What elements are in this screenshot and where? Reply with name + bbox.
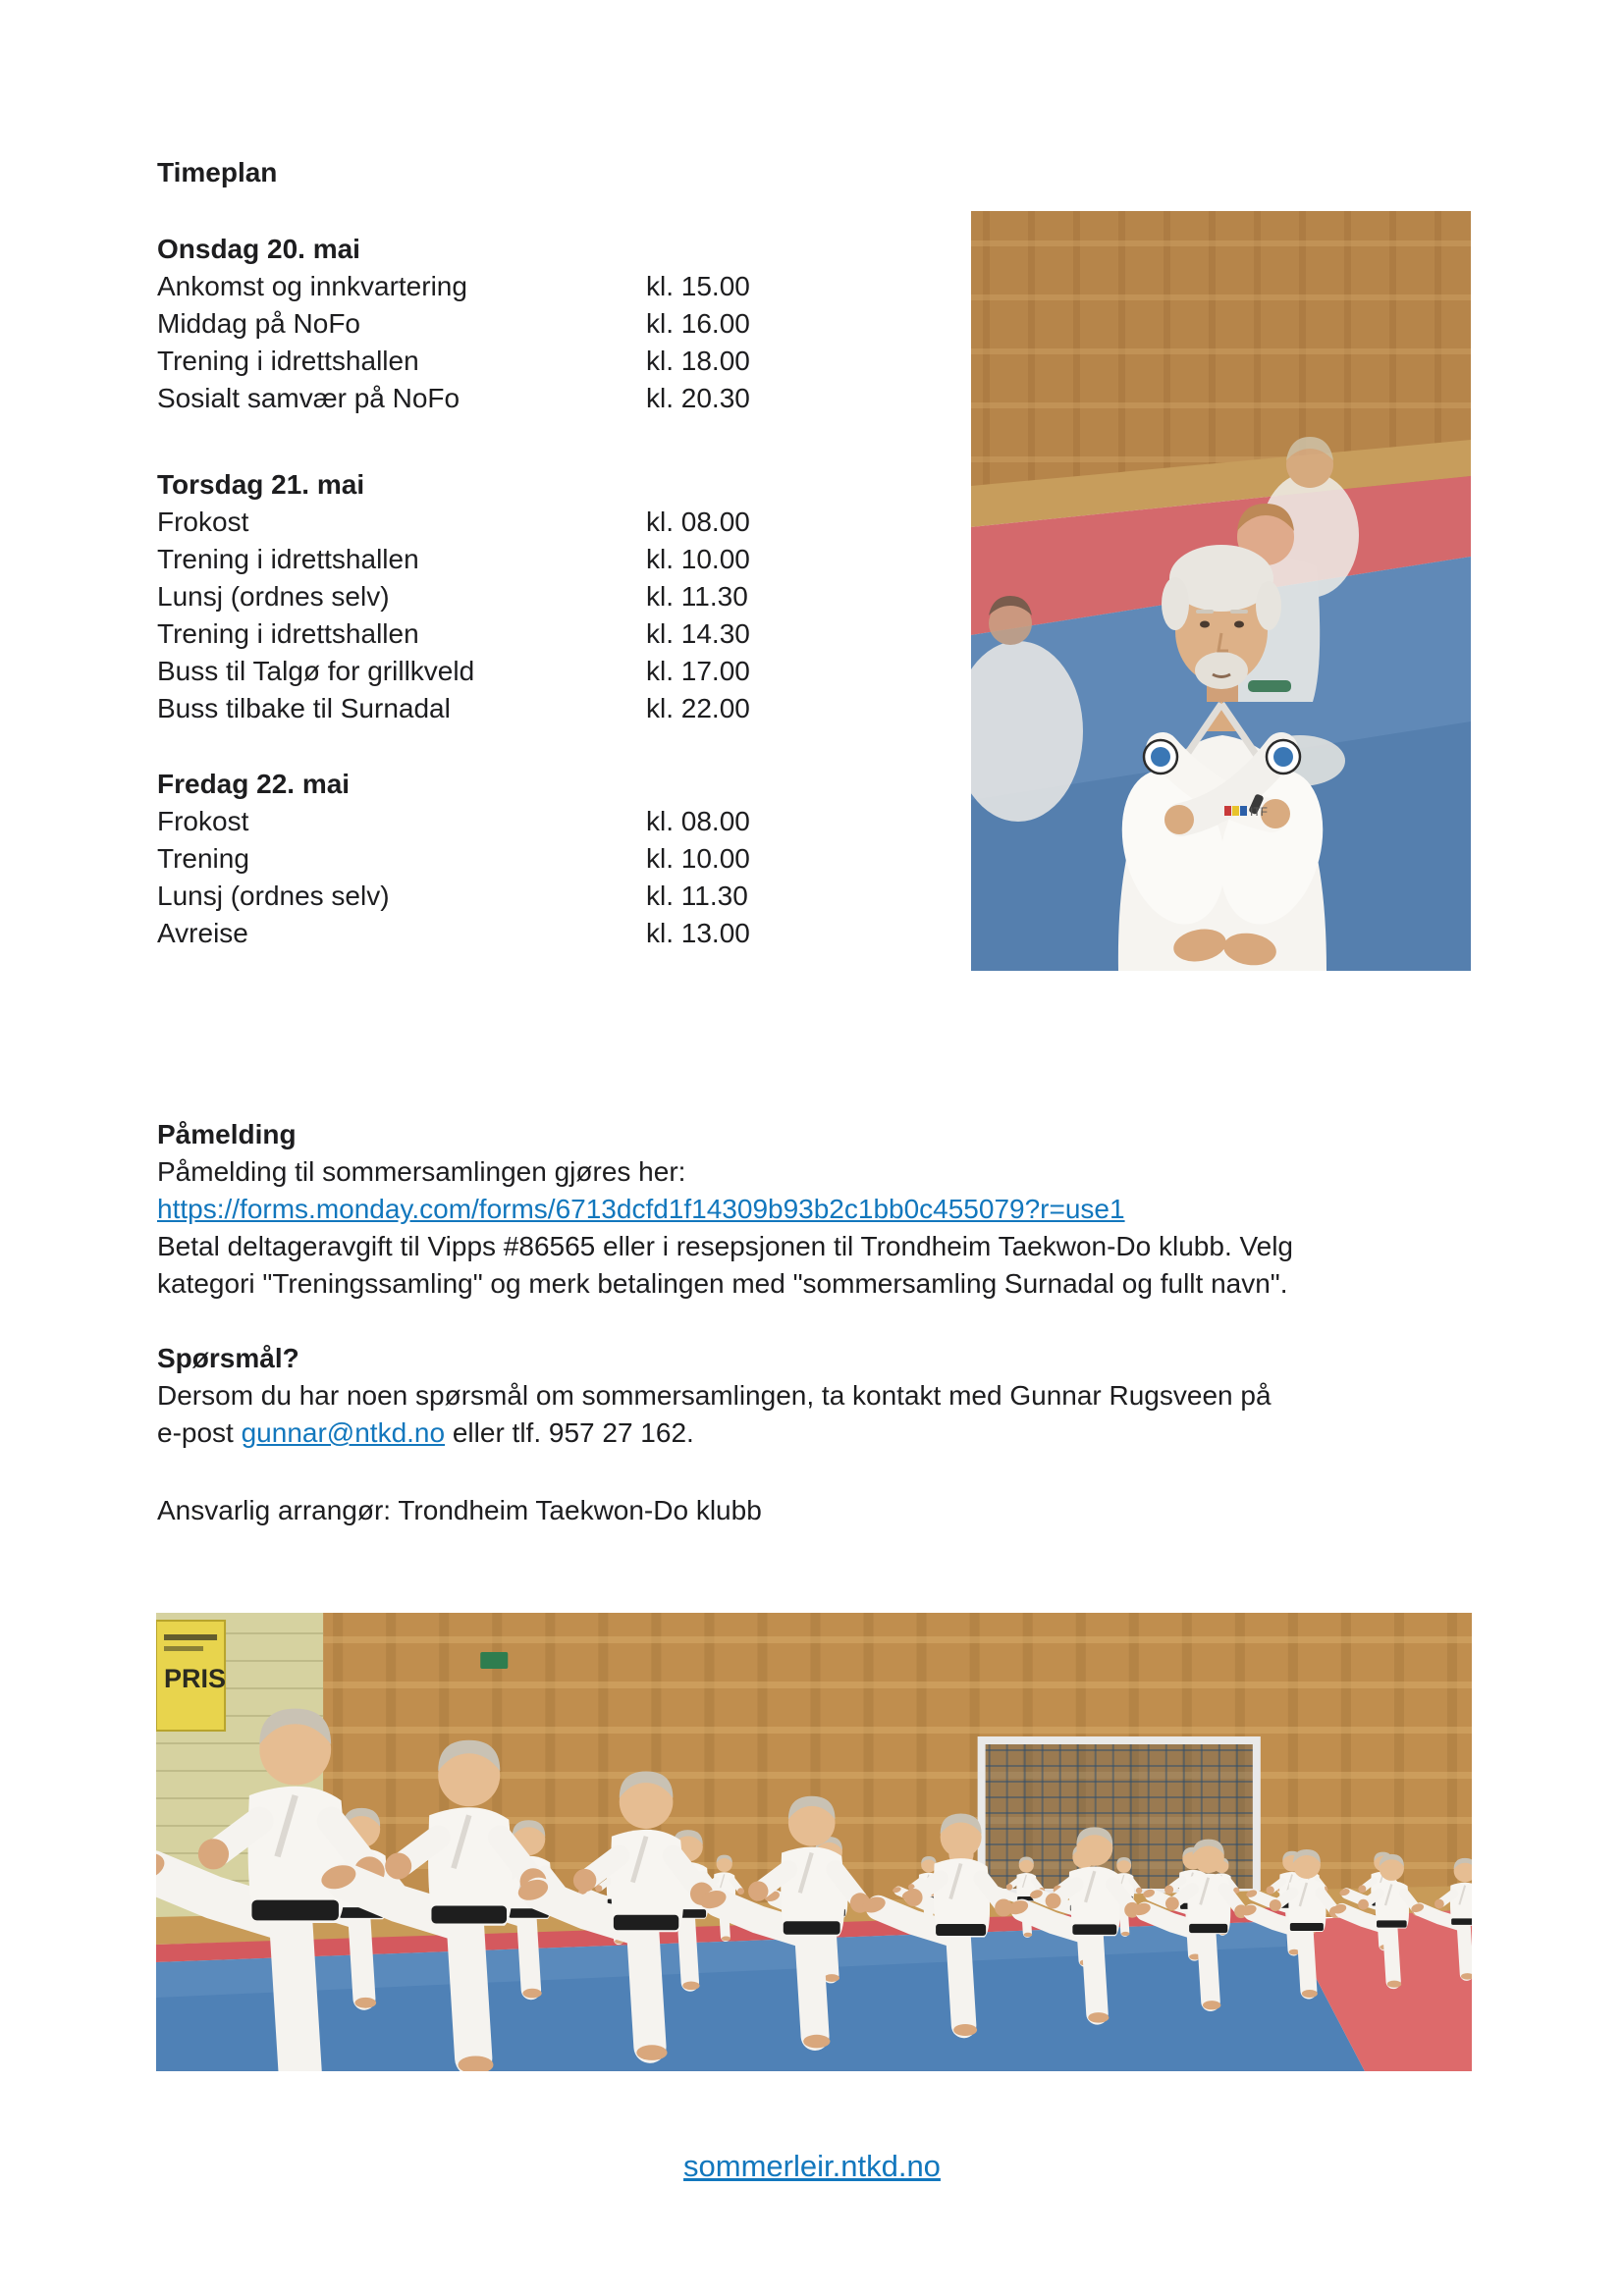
activity-label: Lunsj (ordnes selv)	[157, 881, 390, 911]
questions-section	[157, 1340, 1478, 1452]
activity-label: Trening i idrettshallen	[157, 544, 419, 574]
activity-label: Buss tilbake til Surnadal	[157, 693, 451, 723]
day-heading: Onsdag 20. mai	[157, 234, 360, 264]
time-label: kl. 10.00	[646, 843, 750, 874]
activity-label: Sosialt samvær på NoFo	[157, 383, 460, 413]
page-title: Timeplan	[157, 157, 278, 187]
payment-line1: Betal deltageravgift til Vipps #86565 eller i resepsjonen til Trondheim Taekwon-Do klubb. Velg	[157, 1231, 1293, 1261]
time-label: kl. 14.30	[646, 618, 750, 649]
itf-logo-text: ITF	[1250, 805, 1268, 819]
photo-group-training-art	[156, 1613, 1472, 2071]
activity-label: Avreise	[157, 918, 248, 948]
time-label: kl. 08.00	[646, 806, 750, 836]
activity-label: Trening	[157, 843, 249, 874]
activity-label: Ankomst og innkvartering	[157, 271, 467, 301]
time-label: kl. 08.00	[646, 507, 750, 537]
time-label: kl. 15.00	[646, 271, 750, 301]
registration-payment-text	[157, 1228, 1478, 1303]
registration-heading: Påmelding	[157, 1119, 297, 1149]
photo-group-training	[156, 1613, 1472, 2071]
time-label: kl. 22.00	[646, 693, 750, 723]
activity-label: Middag på NoFo	[157, 308, 361, 339]
email-link[interactable]: gunnar@ntkd.no	[241, 1417, 446, 1448]
time-label: kl. 17.00	[646, 656, 750, 686]
activity-label: Buss til Talgø for grillkveld	[157, 656, 475, 686]
payment-line2: kategori "Treningssamling" og merk betalingen med "sommersamling Surnadal og fullt navn".	[157, 1268, 1288, 1299]
photo-seated-instructor	[971, 211, 1471, 971]
footer-link[interactable]: sommerleir.ntkd.no	[683, 2149, 941, 2183]
time-label: kl. 18.00	[646, 346, 750, 376]
registration-intro: Påmelding til sommersamlingen gjøres her:	[157, 1156, 686, 1187]
questions-heading: Spørsmål?	[157, 1343, 299, 1373]
activity-label: Frokost	[157, 507, 249, 537]
pris-sign	[156, 1621, 226, 1731]
organizer-text: Ansvarlig arrangør: Trondheim Taekwon-Do klubb	[157, 1495, 762, 1525]
questions-line1: Dersom du har noen spørsmål om sommersamlingen, ta kontakt med Gunnar Rugsveen på	[157, 1380, 1272, 1411]
time-label: kl. 11.30	[646, 881, 748, 911]
time-label: kl. 16.00	[646, 308, 750, 339]
day-heading: Torsdag 21. mai	[157, 469, 365, 500]
time-label: kl. 11.30	[646, 581, 748, 612]
pris-sign-text: PRIS	[164, 1664, 227, 1693]
activity-label: Trening i idrettshallen	[157, 346, 419, 376]
questions-line2-after: eller tlf. 957 27 162.	[445, 1417, 694, 1448]
registration-section	[157, 1116, 1478, 1303]
time-label: kl. 20.30	[646, 383, 750, 413]
activity-label: Frokost	[157, 806, 249, 836]
time-label: kl. 10.00	[646, 544, 750, 574]
exit-sign-icon	[480, 1652, 508, 1669]
footer	[0, 2148, 1624, 2185]
day-heading: Fredag 22. mai	[157, 769, 351, 799]
questions-text	[157, 1377, 1478, 1452]
activity-label: Lunsj (ordnes selv)	[157, 581, 390, 612]
questions-line2-before: e-post	[157, 1417, 242, 1448]
time-label: kl. 13.00	[646, 918, 750, 948]
activity-label: Trening i idrettshallen	[157, 618, 419, 649]
photo-seated-instructor-art	[971, 211, 1471, 971]
registration-form-link[interactable]: https://forms.monday.com/forms/6713dcfd1f14309b93b2c1bb0c455079?r=use1	[157, 1194, 1125, 1224]
